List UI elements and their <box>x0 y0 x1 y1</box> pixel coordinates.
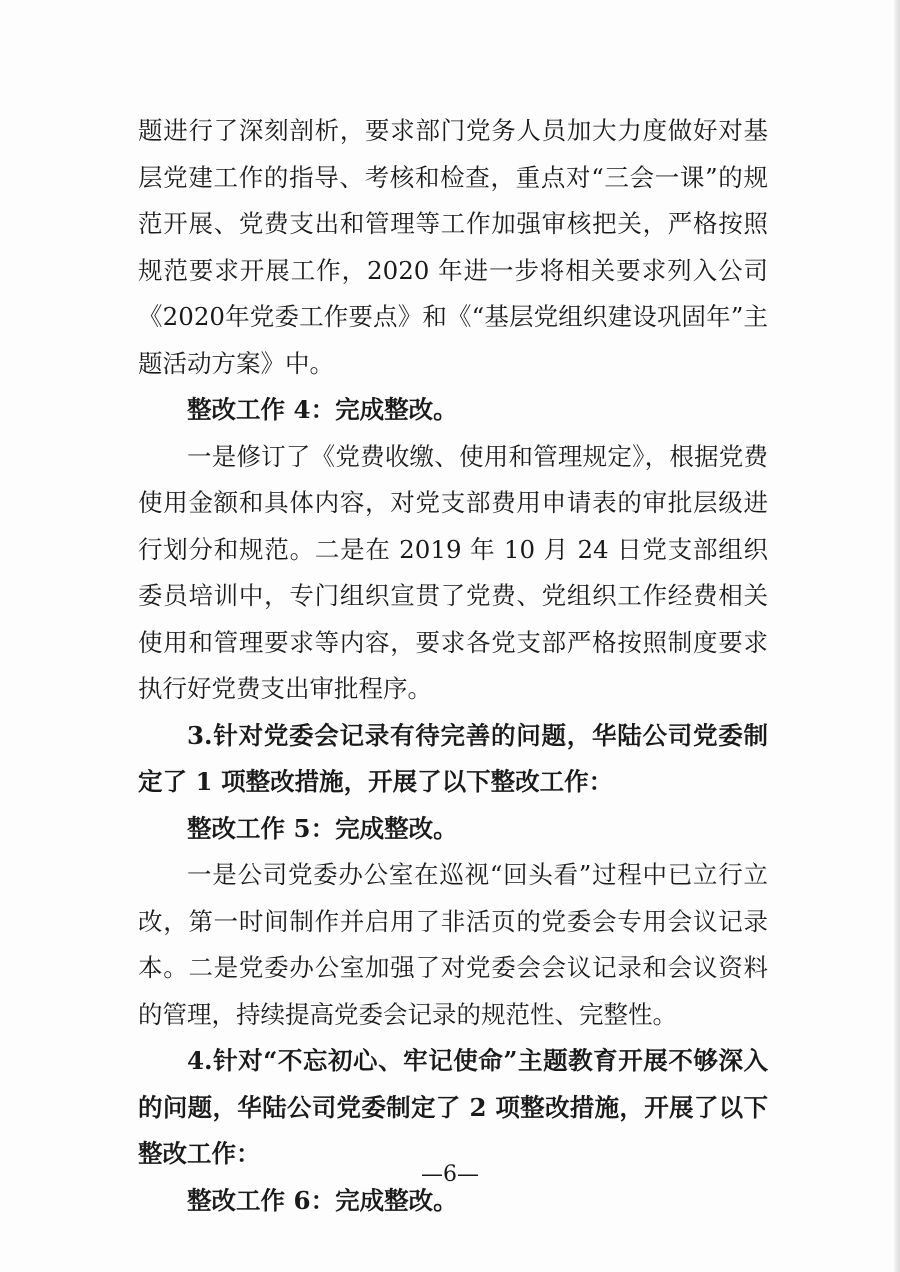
paragraph-continued-analysis: 题进行了深刻剖析，要求部门党务人员加大力度做好对基层党建工作的指导、考核和检查，重点对“三会一课”的规范开展、党费支出和管理等工作加强审核把关，严格按照规范要求开展工作，2020 年进一步将相关要求列入公司《2020年党委工作要点》和《“基层党组织建设巩固年”主题活动方案》中。 <box>138 116 768 378</box>
page-edge-shadow <box>894 0 900 1272</box>
heading-item-4: 4.针对“不忘初心、牢记使命”主题教育开展不够深入的问题，华陆公司党委制定了 2 项整改措施，开展了以下整改工作： <box>138 1046 768 1168</box>
heading-rectification-5: 整改工作 5：完成整改。 <box>187 813 458 843</box>
heading-rectification-6: 整改工作 6：完成整改。 <box>187 1185 458 1215</box>
document-body <box>138 108 768 1224</box>
page-number: —6— <box>421 1162 479 1187</box>
paragraph-rectification-4-detail: 一是修订了《党费收缴、使用和管理规定》，根据党费使用金额和具体内容，对党支部费用申请表的审批层级进行划分和规范。二是在 2019 年 10 月 24 日党支部组织委员培训中，专门组织宣贯了党费、党组织工作经费相关使用和管理要求等内容，要求各党支部严格按照制度要求执行好党费支出审批程序。 <box>138 441 768 703</box>
heading-item-3: 3.针对党委会记录有待完善的问题，华陆公司党委制定了 1 项整改措施，开展了以下整改工作： <box>138 720 768 796</box>
paragraph-rectification-5-detail: 一是公司党委办公室在巡视“回头看”过程中已立行立改，第一时间制作并启用了非活页的党委会专用会议记录本。二是党委办公室加强了对党委会会议记录和会议资料的管理，持续提高党委会记录的规范性、完整性。 <box>138 860 768 1029</box>
heading-rectification-4: 整改工作 4：完成整改。 <box>187 395 458 424</box>
